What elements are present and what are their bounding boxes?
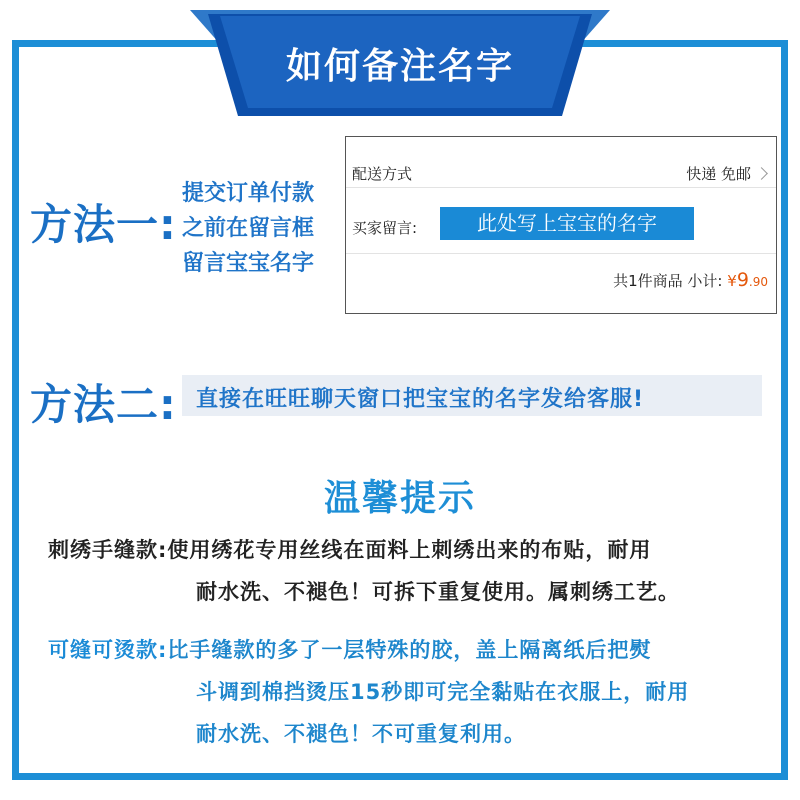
iron-on-tip-line2: 斗调到棉挡烫压15秒即可完全黏贴在衣服上，耐用 — [196, 680, 690, 704]
title-banner — [190, 8, 610, 120]
buyer-note-label: 买家留言: — [352, 219, 418, 237]
order-subtotal — [613, 269, 768, 291]
embroidery-label: 刺绣手缝款: — [48, 538, 168, 562]
buyer-note-field[interactable]: 此处写上宝宝的名字 — [440, 207, 694, 240]
shipping-value: 快递 免邮 — [686, 165, 751, 183]
chevron-right-icon — [755, 167, 768, 180]
tips-title: 温馨提示 — [323, 478, 476, 519]
price-decimal: .90 — [748, 275, 768, 289]
method2-text: 直接在旺旺聊天窗口把宝宝的名字发给客服! — [196, 387, 645, 412]
iron-on-text: 比手缝款的多了一层特殊的胶，盖上隔离纸后把熨 — [167, 638, 652, 662]
shipping-value-wrap — [686, 163, 766, 184]
embroidery-tip-line2: 耐水洗、不褪色！可拆下重复使用。属刺绣工艺。 — [196, 580, 680, 604]
method1-label: 方法一: — [30, 200, 177, 249]
method2-label: 方法二: — [30, 380, 177, 429]
banner-title: 如何备注名字 — [285, 46, 514, 87]
embroidery-tip-line1 — [48, 534, 651, 564]
price-symbol: ¥ — [727, 272, 737, 290]
method2-bar — [182, 375, 762, 416]
shipping-label: 配送方式 — [352, 165, 413, 183]
iron-on-tip-line1 — [48, 634, 651, 664]
method1-desc-line: 提交订单付款 — [182, 181, 315, 206]
order-panel — [345, 136, 777, 314]
subtotal-price — [727, 269, 768, 291]
embroidery-text: 使用绣花专用丝线在面料上刺绣出来的布贴，耐用 — [167, 538, 652, 562]
method1-description — [182, 176, 314, 281]
method1-desc-line: 留言宝宝名字 — [182, 251, 315, 276]
method1-desc-line: 之前在留言框 — [182, 216, 315, 241]
subtotal-label: 共1件商品 小计: — [613, 272, 723, 290]
iron-on-label: 可缝可烫款: — [48, 638, 168, 662]
shipping-row[interactable] — [346, 137, 776, 188]
iron-on-tip-line3: 耐水洗、不褪色！不可重复利用。 — [196, 722, 526, 746]
price-main: 9 — [736, 269, 749, 291]
